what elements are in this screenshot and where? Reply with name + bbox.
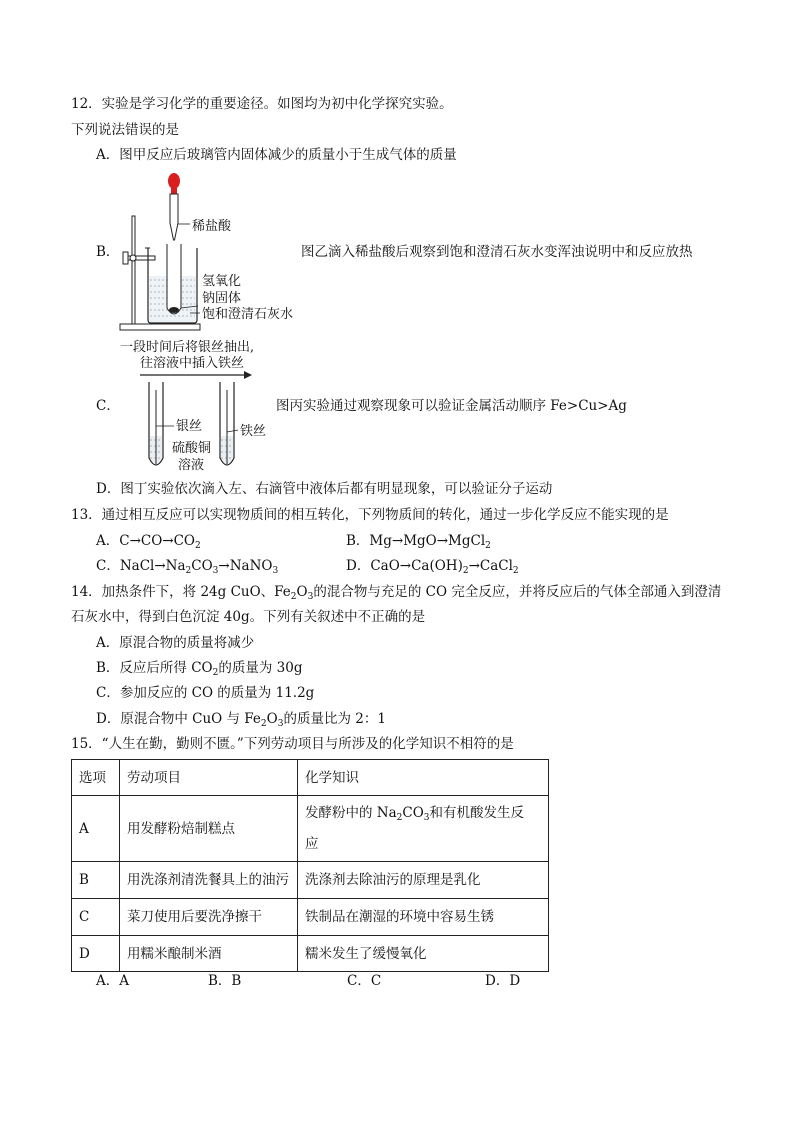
q13-option-b: B．Mg→MgO→MgCl$_2$ bbox=[346, 533, 491, 551]
row-chem-knowledge: 铁制品在潮湿的环境中容易生锈 bbox=[298, 899, 549, 936]
q12-option-c-label: C． bbox=[96, 398, 120, 414]
row-labor-item: 用糯米酿制米酒 bbox=[120, 936, 298, 972]
label-silver-wire: 银丝 bbox=[176, 419, 203, 434]
row-option: A bbox=[72, 796, 120, 862]
q13-stem: 13．通过相互反应可以实现物质间的相互转化，下列物质间的转化，通过一步化学反应不能实现的是 bbox=[71, 507, 669, 523]
figure-c-caption-line1: 一段时间后将银丝抽出, bbox=[120, 340, 255, 355]
table-row bbox=[72, 936, 549, 972]
q12-stem-line1: 12．实验是学习化学的重要途径。如图均为初中化学探究实验。 bbox=[71, 96, 453, 112]
row-option: B bbox=[72, 862, 120, 899]
figure-b-neutralization-apparatus bbox=[110, 168, 310, 338]
q13-option-d: D．$CaO\to Ca(OH)_2\to CaCl_2$ bbox=[346, 558, 519, 576]
label-cuso4-line2: 溶液 bbox=[178, 458, 205, 473]
figure-c-caption-line2: 往溶液中插入铁丝 bbox=[140, 356, 245, 371]
row-labor-item: 用发酵粉焙制糕点 bbox=[120, 796, 298, 862]
q14-stem-line1: 14．加热条件下，将 24g CuO、$Fe_2O_3$的混合物与充足的 CO 完全反应，并将反应后的气体全部通入到澄清 bbox=[71, 584, 722, 602]
q15-choice-b: B．B bbox=[208, 973, 242, 989]
table-header-row bbox=[72, 760, 549, 796]
q15-stem: 15．“人生在勤，勤则不匮。”下列劳动项目与所涉及的化学知识不相符的是 bbox=[71, 736, 514, 752]
header-option: 选项 bbox=[72, 760, 120, 796]
label-dilute-hcl: 稀盐酸 bbox=[192, 219, 232, 234]
table-row bbox=[72, 862, 549, 899]
label-limewater: 饱和澄清石灰水 bbox=[202, 307, 294, 322]
row-chem-knowledge: 发酵粉中的 $Na_2CO_3$和有机酸发生反 应 bbox=[298, 796, 549, 862]
q12-option-c-text: 图丙实验通过观察现象可以验证金属活动顺序 Fe>Cu>Ag bbox=[276, 398, 627, 414]
label-cuso4-line1: 硫酸铜 bbox=[172, 441, 212, 456]
q14-option-c: C．参加反应的 CO 的质量为 11.2g bbox=[96, 685, 315, 701]
q12-option-a: A．图甲反应后玻璃管内固体减少的质量小于生成气体的质量 bbox=[96, 147, 457, 163]
row-option: D bbox=[72, 936, 120, 972]
q14-option-a: A．原混合物的质量将减少 bbox=[96, 635, 255, 651]
table-row bbox=[72, 796, 549, 862]
table-row bbox=[72, 899, 549, 936]
row-labor-item: 用洗涤剂清洗餐具上的油污 bbox=[120, 862, 298, 899]
header-labor-item: 劳动项目 bbox=[120, 760, 298, 796]
q14-stem-line2: 石灰水中，得到白色沉淀 40g。下列有关叙述中不正确的是 bbox=[71, 609, 426, 625]
row-chem-knowledge: 洗涤剂去除油污的原理是乳化 bbox=[298, 862, 549, 899]
row-labor-item: 菜刀使用后要洗净擦干 bbox=[120, 899, 298, 936]
q14-option-d: D．原混合物中 CuO 与 $Fe_2O_3$的质量比为 2：1 bbox=[96, 711, 386, 729]
q13-option-c: C．$NaCl\to Na_2CO_3\to NaNO_3$ bbox=[96, 558, 279, 576]
q12-option-b-label: B． bbox=[96, 244, 120, 260]
q15-choice-c: C．C bbox=[347, 973, 382, 989]
q12-stem-line2: 下列说法错误的是 bbox=[71, 122, 179, 138]
q15-labor-table bbox=[71, 759, 549, 972]
header-chem-knowledge: 化学知识 bbox=[298, 760, 549, 796]
q15-choice-a: A．A bbox=[96, 973, 129, 989]
q12-option-d: D．图丁实验依次滴入左、右滴管中液体后都有明显现象，可以验证分子运动 bbox=[96, 481, 553, 497]
figure-c-arrow-icon bbox=[140, 370, 252, 380]
q15-choice-d: D．D bbox=[485, 973, 521, 989]
figure-c-metal-activity-tubes bbox=[140, 380, 290, 475]
label-naoh-line2: 钠固体 bbox=[202, 291, 242, 306]
q13-option-a: A．$C\to CO\to CO_2$ bbox=[96, 533, 201, 551]
q14-option-b: B．反应后所得 $CO_2$的质量为 30g bbox=[96, 660, 303, 678]
row-chem-knowledge: 糯米发生了缓慢氧化 bbox=[298, 936, 549, 972]
q12-option-b-text: 图乙滴入稀盐酸后观察到饱和澄清石灰水变浑浊说明中和反应放热 bbox=[301, 244, 693, 260]
row-option: C bbox=[72, 899, 120, 936]
label-iron-wire: 铁丝 bbox=[240, 424, 267, 439]
label-naoh-line1: 氢氧化 bbox=[202, 274, 242, 289]
